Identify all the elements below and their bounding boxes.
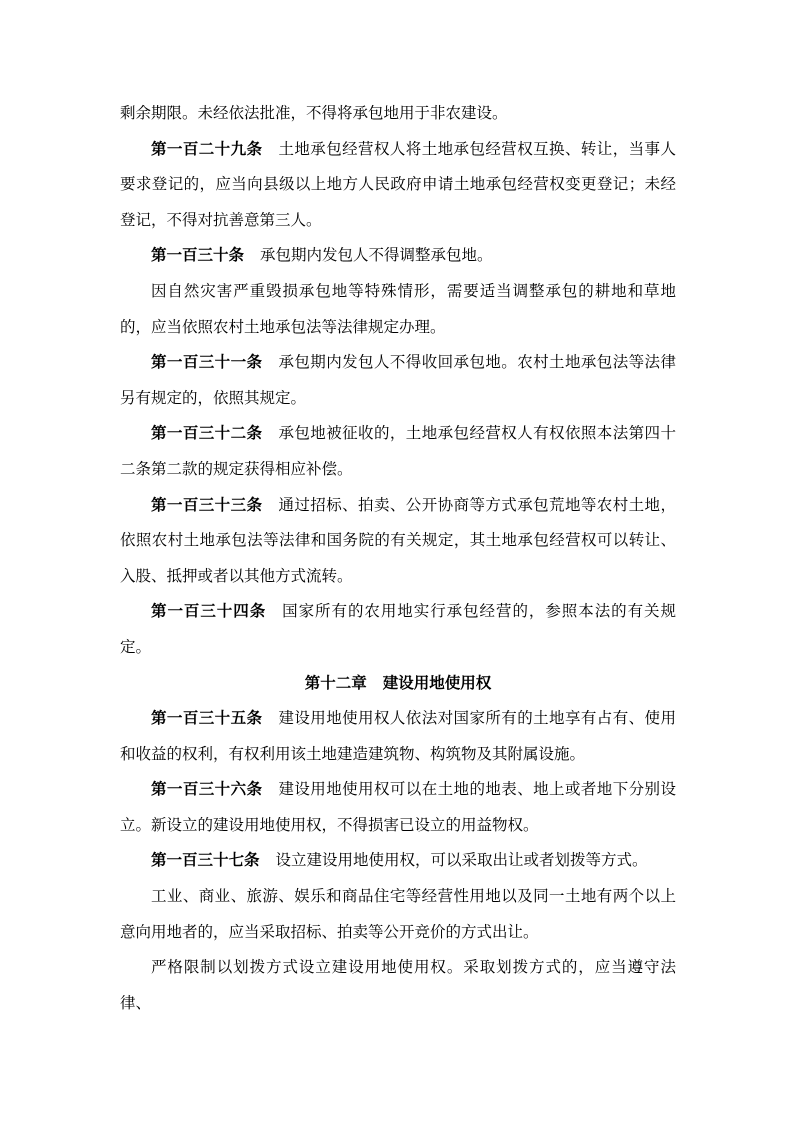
article-number: 第一百三十三条 — [151, 495, 263, 514]
chapter-heading — [120, 666, 676, 702]
article-number: 第一百三十六条 — [151, 780, 263, 799]
paragraph-137-3 — [120, 950, 676, 1021]
paragraph-130-2 — [120, 274, 676, 345]
article-text: 设立建设用地使用权，可以采取出让或者划拨等方式。 — [275, 851, 648, 870]
article-text: 土地承包经营权人将土地承包经营权互换、转让，当事人要求登记的，应当向县级以上地方人民政府申请土地承包经营权变更登记；未经登记，不得对抗善意第三人。 — [120, 139, 676, 229]
article-number: 第一百二十九条 — [151, 139, 263, 158]
chapter-number: 第十二章 — [304, 673, 367, 692]
article-number: 第一百三十七条 — [151, 851, 260, 870]
article-number: 第一百三十条 — [151, 246, 245, 265]
chapter-title: 建设用地使用权 — [382, 673, 492, 692]
article-131 — [120, 345, 676, 416]
article-134 — [120, 594, 676, 665]
article-129 — [120, 132, 676, 239]
article-text: 建设用地使用权人依法对国家所有的土地享有占有、使用和收益的权利，有权利用该土地建造建筑物、构筑物及其附属设施。 — [120, 709, 676, 763]
article-text: 承包期内发包人不得收回承包地。农村土地承包法等法律另有规定的，依照其规定。 — [120, 353, 676, 407]
article-133 — [120, 488, 676, 595]
article-136 — [120, 772, 676, 843]
paragraph-text: 严格限制以划拨方式设立建设用地使用权。采取划拨方式的，应当遵守法律、 — [120, 958, 676, 1012]
article-text: 承包地被征收的，土地承包经营权人有权依照本法第四十二条第二款的规定获得相应补偿。 — [120, 424, 676, 478]
paragraph-text: 因自然灾害严重毁损承包地等特殊情形，需要适当调整承包的耕地和草地的，应当依照农村土地承包法等法律规定办理。 — [120, 281, 676, 336]
paragraph-text: 工业、商业、旅游、娱乐和商品住宅等经营性用地以及同一土地有两个以上意向用地者的，应当采取招标、拍卖等公开竞价的方式出让。 — [120, 887, 676, 941]
article-number: 第一百三十五条 — [151, 709, 263, 728]
article-text: 建设用地使用权可以在土地的地表、地上或者地下分别设立。新设立的建设用地使用权，不得损害已设立的用益物权。 — [120, 780, 676, 834]
article-number: 第一百三十二条 — [151, 424, 263, 443]
article-number: 第一百三十一条 — [151, 353, 263, 372]
article-text: 通过招标、拍卖、公开协商等方式承包荒地等农村土地，依照农村土地承包法等法律和国务院的有关规定，其土地承包经营权可以转让、入股、抵押或者以其他方式流转。 — [120, 495, 676, 585]
article-137 — [120, 843, 676, 879]
article-text: 承包期内发包人不得调整承包地。 — [260, 246, 493, 265]
article-text: 国家所有的农用地实行承包经营的，参照本法的有关规定。 — [120, 602, 676, 656]
paragraph-continuation — [120, 96, 676, 132]
document-body — [120, 96, 676, 1021]
article-135 — [120, 701, 676, 772]
article-132 — [120, 416, 676, 487]
paragraph-text: 剩余期限。未经依法批准，不得将承包地用于非农建设。 — [120, 104, 508, 122]
article-130 — [120, 238, 676, 274]
article-number: 第一百三十四条 — [151, 602, 267, 621]
paragraph-137-2 — [120, 879, 676, 950]
